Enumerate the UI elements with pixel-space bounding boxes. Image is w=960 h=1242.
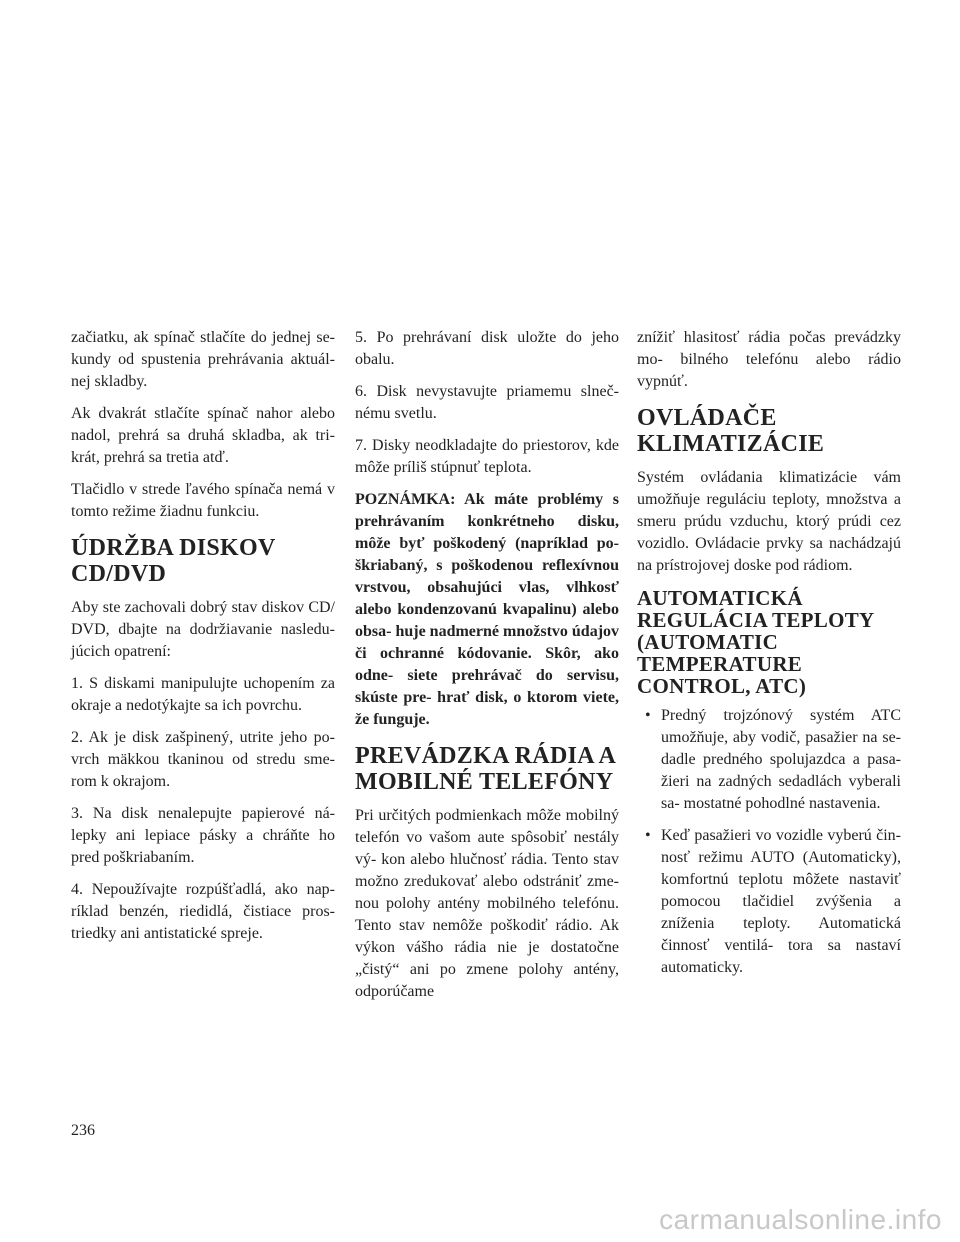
paragraph: Aby ste zachovali dobrý stav diskov CD/ DVD, dbajte na dodržiavanie nasledu- júcich opatrení:: [71, 599, 335, 660]
list-item: [637, 705, 901, 815]
bullet-icon: •: [645, 707, 651, 724]
section-heading: PREVÁDZKA RÁDIA A MOBILNÉ TELEFÓNY: [355, 743, 615, 795]
page-number: 236: [71, 1122, 95, 1139]
paragraph: 7. Disky neodkladajte do priestorov, kde môže príliš stúpnuť teplota.: [355, 437, 619, 476]
paragraph: 3. Na disk nenalepujte papierové ná- lepky ani lepiace pásky a chráňte ho pred poškriabaním.: [71, 805, 335, 866]
list-item: [637, 825, 901, 979]
subsection-heading: AUTOMATICKÁ REGULÁCIA TEPLOTY (AUTOMATIC TEMPERATURE CONTROL, ATC): [637, 586, 874, 698]
bullet-icon: •: [645, 827, 651, 844]
section-heading: ÚDRŽBA DISKOV CD/DVD: [71, 535, 276, 587]
paragraph: 4. Nepoužívajte rozpúšťadlá, ako nap- ríklad benzén, riedidlá, čistiace pros- triedky ani antistatické spreje.: [71, 881, 335, 942]
list-item-text: Predný trojzónový systém ATC umožňuje, aby vodič, pasažier na se- dadle predného spolujazdca a pasa- žieri na zadných sedadlách vyberali sa- mostatné pohodlné nastavenia.: [661, 707, 901, 812]
paragraph: 1. S diskami manipulujte uchopením za okraje a nedotýkajte sa ich povrchu.: [71, 675, 335, 714]
paragraph: Ak dvakrát stlačíte spínač nahor alebo nadol, prehrá sa druhá skladba, ak tri- krát, prehrá sa tretia atď.: [71, 405, 335, 466]
column-1: [71, 327, 335, 955]
list-item-text: Keď pasažieri vo vozidle vyberú čin- nosť režimu AUTO (Automaticky), komfortnú teplotu môžete nastaviť pomocou tlačidiel zvýšenia a zníženia teploty. Automatická činnosť ventilá- tora sa nastaví automaticky.: [661, 827, 901, 976]
watermark-text: carmanualsonline.info: [659, 1204, 942, 1235]
paragraph: 5. Po prehrávaní disk uložte do jeho obalu.: [355, 329, 619, 368]
paragraph: 2. Ak je disk zašpinený, utrite jeho po- vrch mäkkou tkaninou od stredu sme- rom k okrajom.: [71, 729, 335, 790]
note-paragraph: POZNÁMKA: Ak máte problémy s prehrávaním konkrétneho disku, môže byť poškodený (napríklad po- škriabaný, s poškodenou reflexívnou vrstvou, obsahujúci vlas, vlhkosť alebo kondenzovanú kvapalinu) alebo obsa- huje nadmerné množstvo údajov či ochranné kódovanie. Skôr, ako odne- siete prehrávač do servisu, skúste pre- hrať disk, o ktorom viete, že funguje.: [355, 491, 620, 728]
paragraph: začiatku, ak spínač stlačíte do jednej se- kundy od spustenia prehrávania aktuál- nej skladby.: [71, 329, 335, 390]
column-3: [637, 327, 901, 989]
paragraph: 6. Disk nevystavujte priamemu slneč- nému svetlu.: [355, 383, 619, 422]
paragraph: Systém ovládania klimatizácie vám umožňuje reguláciu teploty, množstva a smeru prúdu vzduchu, ktorý prúdi cez vozidlo. Ovládacie prvky sa nachádzajú na prístrojovej doske pod rádiom.: [637, 469, 901, 574]
paragraph: znížiť hlasitosť rádia počas prevádzky mo- bilného telefónu alebo rádio vypnúť.: [637, 329, 901, 390]
paragraph: Pri určitých podmienkach môže mobilný telefón vo vašom aute spôsobiť nestály vý- kon alebo hlučnosť rádia. Tento stav možno zredukovať alebo odstrániť zme- nou polohy antény mobilného telefónu. Tento stav nemôže poškodiť rádio. Ak výkon vášho rádia nie je dostatočne „čistý“ ani po zmene polohy antény, odporúčame: [355, 807, 619, 1000]
paragraph: Tlačidlo v strede ľavého spínača nemá v tomto režime žiadnu funkciu.: [71, 481, 335, 520]
bullet-list: [637, 705, 901, 979]
column-2: [355, 327, 619, 1013]
section-heading: OVLÁDAČE KLIMATIZÁCIE: [637, 405, 825, 457]
